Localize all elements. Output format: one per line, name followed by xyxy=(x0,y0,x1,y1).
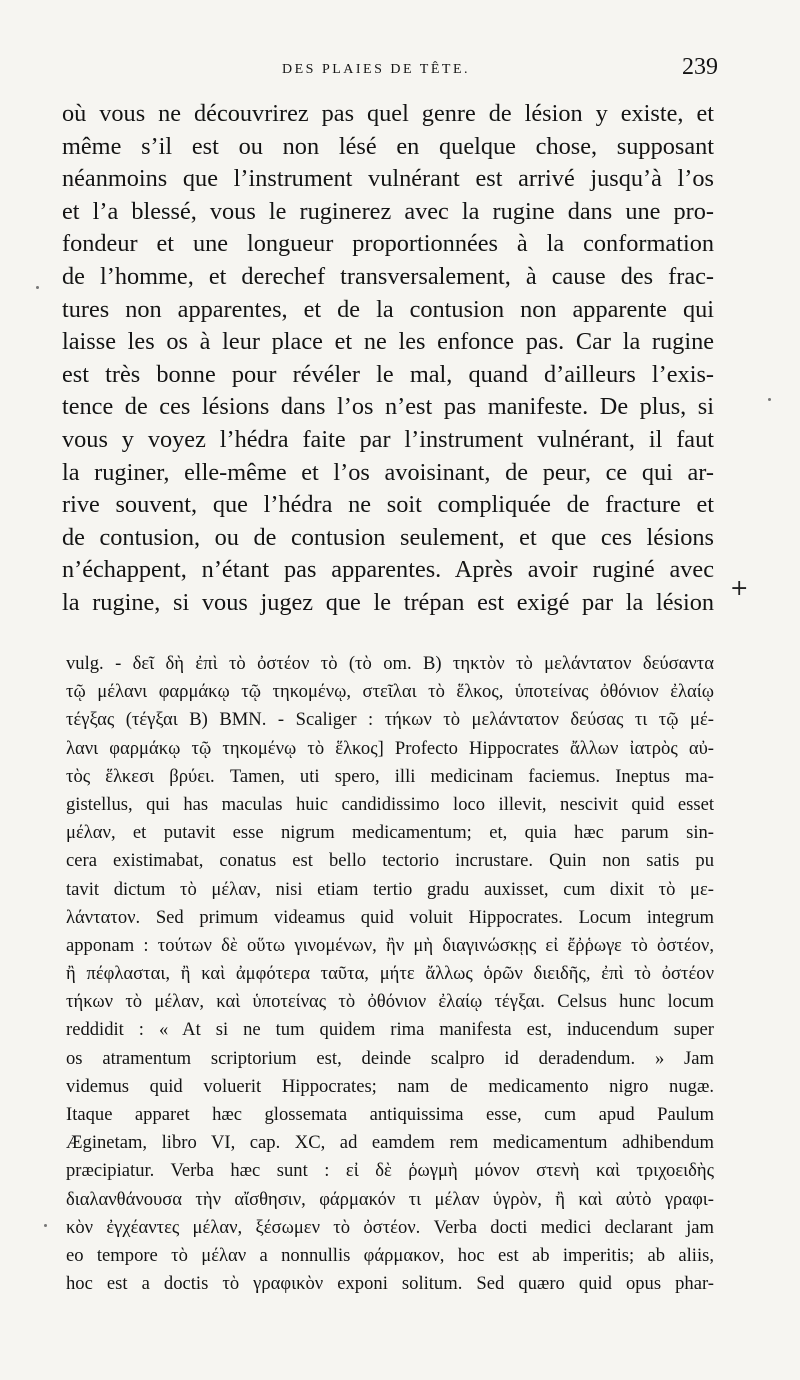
footnotes-block xyxy=(66,650,714,1298)
footnote-line: τήκων τὸ μέλαν, καὶ ὑποτείνας τὸ ὀθόνιον ἐλαίῳ τέγξαι. Celsus hunc locum xyxy=(66,991,714,1013)
main-text-line: rive souvent, que l’hédra ne soit compliquée de fracture et xyxy=(62,491,714,519)
margin-cross-mark: + xyxy=(730,576,749,601)
main-text-line: tence de ces lésions dans l’os n’est pas manifeste. De plus, si xyxy=(62,393,714,421)
footnote-line: vulg. - δεῖ δὴ ἐπὶ τὸ ὀστέον τὸ (τὸ om. B) τηκτὸν τὸ μελάντατον δεύσαντα xyxy=(66,653,714,674)
footnote-line: cera existimabat, conatus est bello tectorio incrustare. Quin non satis pu xyxy=(66,850,714,872)
footnote-line: διαλανθάνουσα τὴν αἴσθησιν, φάρμακόν τι μέλαν ὑγρὸν, ἢ καὶ αὐτὸ γραφι- xyxy=(66,1188,714,1210)
footnote-line: reddidit : « At si ne tum quidem rima manifesta est, inducendum super xyxy=(66,1019,714,1041)
main-text-line: n’échappent, n’étant pas apparentes. Après avoir ruginé avec xyxy=(62,556,714,584)
page-number: 239 xyxy=(682,54,718,80)
main-text-line: est très bonne pour révéler le mal, quand d’ailleurs l’exis- xyxy=(62,360,714,388)
paper-speck xyxy=(36,286,39,289)
footnote-line: gistellus, qui has maculas huic candidissimo loco illevit, nescivit quid esset xyxy=(66,793,714,815)
main-text-line: où vous ne découvrirez pas quel genre de lésion y existe, et xyxy=(62,100,714,127)
footnote-line: λάντατον. Sed primum videamus quid voluit Hippocrates. Locum integrum xyxy=(66,906,714,928)
footnote-line: μέλαν, et putavit esse nigrum medicamentum; et, quia hæc parum sin- xyxy=(66,822,714,844)
footnote-line: os atramentum scriptorium est, deinde scalpro id deradendum. » Jam xyxy=(66,1047,714,1069)
footnote-line: tavit dictum τὸ μέλαν, nisi etiam tertio gradu auxisset, cum dixit τὸ με- xyxy=(66,878,714,900)
paper-speck xyxy=(44,1224,47,1227)
footnote-line: ἢ πέφλασται, ἢ καὶ ἀμφότερα ταῦτα, μήτε ἄλλως ὁρῶν διειδῆς, ἐπὶ τὸ ὀστέον xyxy=(66,963,714,985)
main-text-line: fondeur et une longueur proportionnées à la conformation xyxy=(62,230,714,258)
footnote-line: τέγξας (τέγξαι B) BMN. - Scaliger : τήκων τὸ μελάντατον δεύσας τι τῷ μέ- xyxy=(66,709,714,731)
footnote-line: hoc est a doctis τὸ γραφικὸν exponi solitum. Sed quæro quid opus phar- xyxy=(66,1273,714,1295)
main-text-line: et l’a blessé, vous le ruginerez avec la rugine dans une pro- xyxy=(62,197,714,225)
footnote-line: apponam : τούτων δὲ οὕτω γινομένων, ἢν μὴ διαγινώσκῃς εἰ ἔῤῥωγε τὸ ὀστέον, xyxy=(66,934,714,956)
footnote-line: Itaque apparet hæc glossemata antiquissima esse, cum apud Paulum xyxy=(66,1104,714,1125)
paper-speck xyxy=(768,398,771,401)
page-header xyxy=(70,52,718,86)
footnote-line: eo tempore τὸ μέλαν a nonnullis φάρμακον, hoc est ab imperitis; ab aliis, xyxy=(66,1244,714,1266)
footnote-line: κὸν ἐγχέαντες μέλαν, ξέσωμεν τὸ ὀστέον. Verba docti medici declarant jam xyxy=(66,1216,714,1238)
main-text-line: tures non apparentes, et de la contusion non apparente qui xyxy=(62,295,714,323)
footnote-line: præcipiatur. Verba hæc sunt : εἰ δὲ ῥωγμὴ μόνον στενὴ καὶ τριχοειδὴς xyxy=(66,1160,714,1182)
footnote-line: Æginetam, libro VI, cap. XC, ad eamdem rem medicamentum adhibendum xyxy=(66,1132,714,1154)
main-text-line: la ruginer, elle-même et l’os avoisinant, de peur, ce qui ar- xyxy=(62,458,714,486)
main-text-line: de l’homme, et derechef transversalement, à cause des frac- xyxy=(62,262,714,290)
main-text-line: laisse les os à leur place et ne les enfonce pas. Car la rugine xyxy=(62,328,714,356)
main-text-line: de contusion, ou de contusion seulement, et que ces lésions xyxy=(62,523,714,551)
main-text-line: vous y voyez l’hédra faite par l’instrument vulnérant, il faut xyxy=(62,425,714,453)
running-title: DES PLAIES DE TÊTE. xyxy=(282,62,471,77)
footnote-line: τῷ μέλανι φαρμάκῳ τῷ τηκομένῳ, στεῖλαι τὸ ἕλκος, ὑποτείνας ὀθόνιον ἐλαίῳ xyxy=(66,681,714,703)
main-text-line: même s’il est ou non lésé en quelque chose, supposant xyxy=(62,132,714,160)
footnote-line: τὸς ἕλκεσι βρύει. Tamen, uti spero, illi medicinam faciemus. Ineptus ma- xyxy=(66,765,714,787)
footnote-line: λανι φαρμάκῳ τῷ τηκομένῳ τὸ ἕλκος] Profecto Hippocrates ἄλλων ἰατρὸς αὐ- xyxy=(66,737,714,759)
main-text-line: la rugine, si vous jugez que le trépan est exigé par la lésion xyxy=(62,588,714,616)
main-text-block xyxy=(62,98,714,620)
footnote-line: videmus quid voluerit Hippocrates; nam de medicamento nigro nugæ. xyxy=(66,1075,714,1097)
main-text-line: néanmoins que l’instrument vulnérant est arrivé jusqu’à l’os xyxy=(62,165,714,193)
